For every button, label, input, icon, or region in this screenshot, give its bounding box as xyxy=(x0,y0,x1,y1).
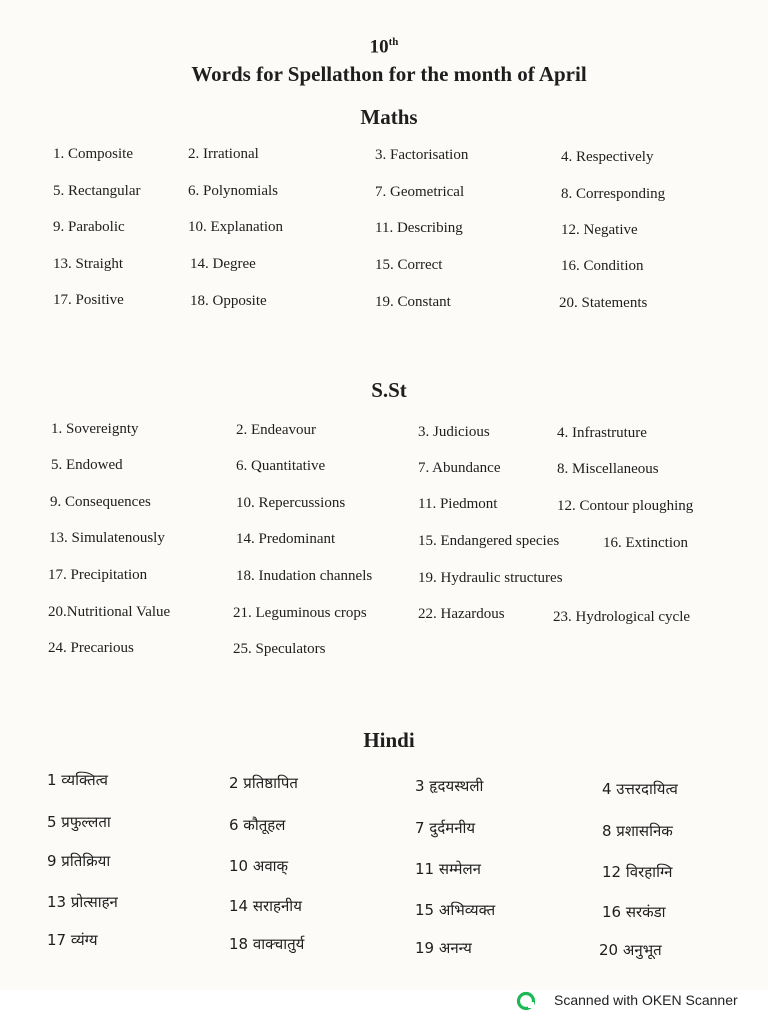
maths-word: 5. Rectangular xyxy=(53,183,141,199)
grade-label: 10th xyxy=(369,36,399,58)
sst-word: 24. Precarious xyxy=(48,640,134,656)
maths-word: 7. Geometrical xyxy=(375,184,465,200)
maths-word: 10. Explanation xyxy=(188,219,283,235)
maths-word: 20. Statements xyxy=(559,295,648,311)
sst-word: 13. Simulatenously xyxy=(49,530,165,546)
sst-word: 25. Speculators xyxy=(233,641,326,657)
maths-word: 17. Positive xyxy=(53,292,124,308)
hindi-word: 20 अनुभूत xyxy=(599,941,662,959)
hindi-word: 8 प्रशासनिक xyxy=(602,822,673,840)
sst-word: 14. Predominant xyxy=(236,531,336,547)
sst-word: 8. Miscellaneous xyxy=(557,461,659,477)
sst-word: 10. Repercussions xyxy=(236,495,346,511)
maths-word: 9. Parabolic xyxy=(53,219,125,235)
hindi-word: 5 प्रफुल्लता xyxy=(47,813,111,831)
maths-word: 4. Respectively xyxy=(561,149,654,165)
hindi-word: 15 अभिव्यक्त xyxy=(415,901,496,919)
sst-word: 6. Quantitative xyxy=(236,458,326,474)
hindi-word: 17 व्यंग्य xyxy=(47,931,98,949)
sst-heading: S.St xyxy=(371,378,407,402)
maths-word: 8. Corresponding xyxy=(561,186,666,202)
hindi-word: 10 अवाक् xyxy=(229,857,289,875)
sst-word: 19. Hydraulic structures xyxy=(418,570,563,586)
sst-word: 23. Hydrological cycle xyxy=(553,609,691,625)
sst-word: 1. Sovereignty xyxy=(51,421,139,437)
sst-word: 12. Contour ploughing xyxy=(557,498,694,514)
maths-word: 1. Composite xyxy=(53,146,134,162)
hindi-word: 3 हृदयस्थली xyxy=(415,777,484,795)
hindi-word: 11 सम्मेलन xyxy=(415,860,481,878)
sst-word: 5. Endowed xyxy=(51,457,123,473)
hindi-word: 7 दुर्दमनीय xyxy=(415,819,476,837)
maths-word: 12. Negative xyxy=(561,222,638,238)
sst-word: 3. Judicious xyxy=(418,424,490,440)
sst-word: 22. Hazardous xyxy=(418,606,505,622)
hindi-word: 6 कौतूहल xyxy=(229,816,286,834)
sst-word: 7. Abundance xyxy=(418,460,501,476)
maths-word: 16. Condition xyxy=(561,258,644,274)
hindi-word: 14 सराहनीय xyxy=(229,897,302,915)
hindi-word: 4 उत्तरदायित्व xyxy=(602,780,678,798)
maths-word: 15. Correct xyxy=(375,257,443,273)
hindi-word: 9 प्रतिक्रिया xyxy=(47,852,111,870)
sst-word: 16. Extinction xyxy=(603,535,688,551)
sst-word: 20.Nutritional Value xyxy=(48,604,171,620)
hindi-word: 13 प्रोत्साहन xyxy=(47,893,118,911)
hindi-heading: Hindi xyxy=(363,728,415,752)
hindi-word: 2 प्रतिष्ठापित xyxy=(229,774,298,792)
hindi-word: 1 व्यक्तित्व xyxy=(47,771,108,789)
maths-word: 18. Opposite xyxy=(190,293,267,309)
maths-word: 3. Factorisation xyxy=(375,147,469,163)
scanner-watermark-text: Scanned with OKEN Scanner xyxy=(554,992,738,1008)
sst-word: 4. Infrastruture xyxy=(557,425,647,441)
sst-word: 18. Inudation channels xyxy=(236,568,373,584)
hindi-word: 12 विरहाग्नि xyxy=(602,863,673,881)
maths-word: 11. Describing xyxy=(375,220,463,236)
maths-word: 6. Polynomials xyxy=(188,183,279,199)
sst-word: 11. Piedmont xyxy=(418,496,498,512)
maths-word: 19. Constant xyxy=(375,294,451,310)
sst-word: 17. Precipitation xyxy=(48,567,148,583)
sst-word: 15. Endangered species xyxy=(418,533,560,549)
maths-word: 2. Irrational xyxy=(188,146,259,162)
page-title: Words for Spellathon for the month of April xyxy=(191,62,587,86)
maths-heading: Maths xyxy=(360,105,418,129)
hindi-word: 16 सरकंडा xyxy=(602,903,666,921)
hindi-word: 19 अनन्य xyxy=(415,939,472,957)
maths-word: 13. Straight xyxy=(53,256,123,272)
oken-scanner-logo-icon xyxy=(516,991,536,1011)
sst-word: 21. Leguminous crops xyxy=(233,605,367,621)
sst-word: 9. Consequences xyxy=(50,494,151,510)
sst-word: 2. Endeavour xyxy=(236,422,316,438)
maths-word: 14. Degree xyxy=(190,256,256,272)
hindi-word: 18 वाक्चातुर्य xyxy=(229,935,305,953)
